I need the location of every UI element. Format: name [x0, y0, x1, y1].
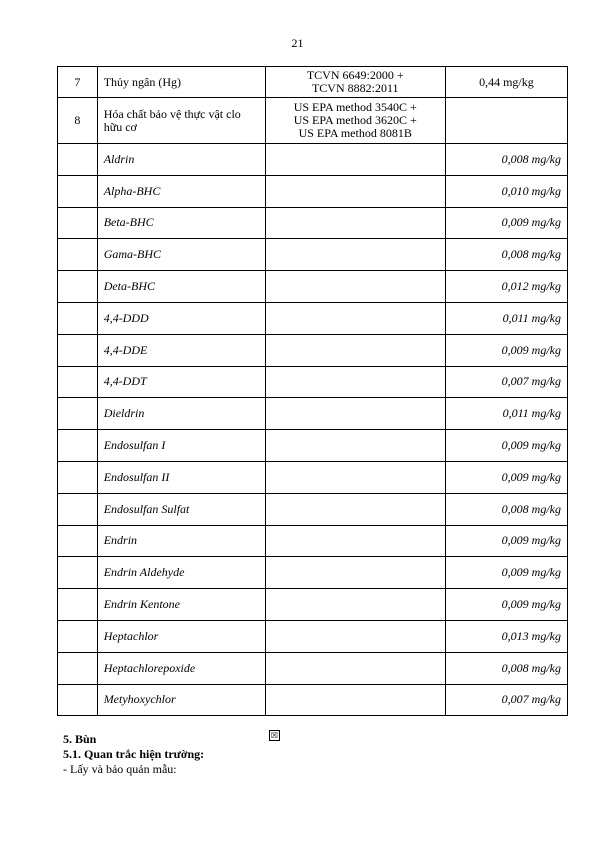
limit-value: 0,44 mg/kg	[445, 67, 567, 98]
limit-value: 0,009 mg/kg	[445, 334, 567, 366]
parameter-name: Heptachlor	[97, 620, 265, 652]
table-row	[58, 98, 568, 144]
limit-value: 0,013 mg/kg	[445, 620, 567, 652]
method-cell	[265, 525, 445, 557]
limit-value: 0,010 mg/kg	[445, 175, 567, 207]
row-number	[58, 620, 98, 652]
table-row	[58, 366, 568, 398]
parameter-name: Metyhoxychlor	[97, 684, 265, 716]
row-number: 7	[58, 67, 98, 98]
parameter-name: Endosulfan I	[97, 430, 265, 462]
limit-value: 0,008 mg/kg	[445, 144, 567, 176]
method-cell	[265, 589, 445, 621]
table-row	[58, 67, 568, 98]
method-line: US EPA method 3540C +	[293, 100, 417, 114]
table-row	[58, 144, 568, 176]
method-line: TCVN 8882:2011	[311, 81, 399, 95]
table-row	[58, 493, 568, 525]
limit-value: 0,009 mg/kg	[445, 461, 567, 493]
limit-value: 0,007 mg/kg	[445, 366, 567, 398]
table-row	[58, 302, 568, 334]
method-cell	[265, 461, 445, 493]
parameter-name: Beta-BHC	[97, 207, 265, 239]
method-cell	[265, 175, 445, 207]
row-number	[58, 430, 98, 462]
limit-value: 0,009 mg/kg	[445, 207, 567, 239]
parameter-name: Endosulfan II	[97, 461, 265, 493]
parameter-name: Gama-BHC	[97, 239, 265, 271]
table-body	[58, 67, 568, 716]
table-row	[58, 175, 568, 207]
limit-value: 0,009 mg/kg	[445, 430, 567, 462]
limit-value: 0,011 mg/kg	[445, 302, 567, 334]
method-cell	[265, 271, 445, 303]
table-row	[58, 461, 568, 493]
method-cell	[265, 557, 445, 589]
page-number: 21	[291, 36, 304, 50]
subsection-heading: 5.1. Quan trắc hiện trường:	[63, 747, 205, 761]
row-number	[58, 652, 98, 684]
parameter-name: Heptachlorepoxide	[97, 652, 265, 684]
row-number	[58, 493, 98, 525]
method-cell	[265, 652, 445, 684]
table-row	[58, 239, 568, 271]
parameter-name: Hóa chất bảo vệ thực vật clo hữu cơ	[97, 98, 265, 144]
method-cell	[265, 398, 445, 430]
analysis-table	[57, 66, 568, 716]
row-number	[58, 684, 98, 716]
method-line: US EPA method 3620C +	[293, 113, 417, 127]
row-number	[58, 557, 98, 589]
section-heading: 5. Bùn	[63, 732, 97, 746]
parameter-name: Dieldrin	[97, 398, 265, 430]
method-cell	[265, 67, 445, 98]
limit-value: 0,009 mg/kg	[445, 557, 567, 589]
table-row	[58, 430, 568, 462]
method-line: US EPA method 8081B	[298, 126, 412, 140]
method-cell	[265, 144, 445, 176]
row-number	[58, 239, 98, 271]
parameter-name: Alpha-BHC	[97, 175, 265, 207]
method-cell	[265, 207, 445, 239]
method-cell	[265, 366, 445, 398]
parameter-name: Aldrin	[97, 144, 265, 176]
method-cell	[265, 98, 445, 144]
parameter-name: 4,4-DDT	[97, 366, 265, 398]
parameter-name: 4,4-DDE	[97, 334, 265, 366]
row-number	[58, 366, 98, 398]
row-number	[58, 302, 98, 334]
row-number	[58, 334, 98, 366]
table-row	[58, 334, 568, 366]
table-row	[58, 207, 568, 239]
limit-value: 0,011 mg/kg	[445, 398, 567, 430]
method-cell	[265, 334, 445, 366]
table-row	[58, 589, 568, 621]
parameter-name: Endosulfan Sulfat	[97, 493, 265, 525]
row-number	[58, 589, 98, 621]
limit-value: 0,009 mg/kg	[445, 525, 567, 557]
limit-value: 0,012 mg/kg	[445, 271, 567, 303]
parameter-name: Deta-BHC	[97, 271, 265, 303]
parameter-name: Thủy ngân (Hg)	[97, 67, 265, 98]
parameter-name: Endrin Aldehyde	[97, 557, 265, 589]
method-line: TCVN 6649:2000 +	[306, 68, 404, 82]
method-cell	[265, 493, 445, 525]
table-row	[58, 525, 568, 557]
parameter-name: Endrin Kentone	[97, 589, 265, 621]
limit-value	[445, 98, 567, 144]
parameter-name: 4,4-DDD	[97, 302, 265, 334]
bullet-text: - Lấy và bảo quản mẫu:	[63, 762, 177, 776]
table-row	[58, 557, 568, 589]
row-number: 8	[58, 98, 98, 144]
row-number	[58, 207, 98, 239]
table-row	[58, 620, 568, 652]
limit-value: 0,007 mg/kg	[445, 684, 567, 716]
limit-value: 0,008 mg/kg	[445, 239, 567, 271]
table-row	[58, 684, 568, 716]
method-cell	[265, 302, 445, 334]
row-number	[58, 271, 98, 303]
checkbox-icon[interactable]: ☒	[270, 731, 279, 740]
table-row	[58, 271, 568, 303]
row-number	[58, 461, 98, 493]
method-cell	[265, 239, 445, 271]
table-row	[58, 652, 568, 684]
method-cell	[265, 430, 445, 462]
row-number	[58, 175, 98, 207]
limit-value: 0,009 mg/kg	[445, 589, 567, 621]
table-row	[58, 398, 568, 430]
method-cell	[265, 684, 445, 716]
row-number	[58, 144, 98, 176]
limit-value: 0,008 mg/kg	[445, 493, 567, 525]
row-number	[58, 398, 98, 430]
row-number	[58, 525, 98, 557]
limit-value: 0,008 mg/kg	[445, 652, 567, 684]
parameter-name: Endrin	[97, 525, 265, 557]
method-cell	[265, 620, 445, 652]
